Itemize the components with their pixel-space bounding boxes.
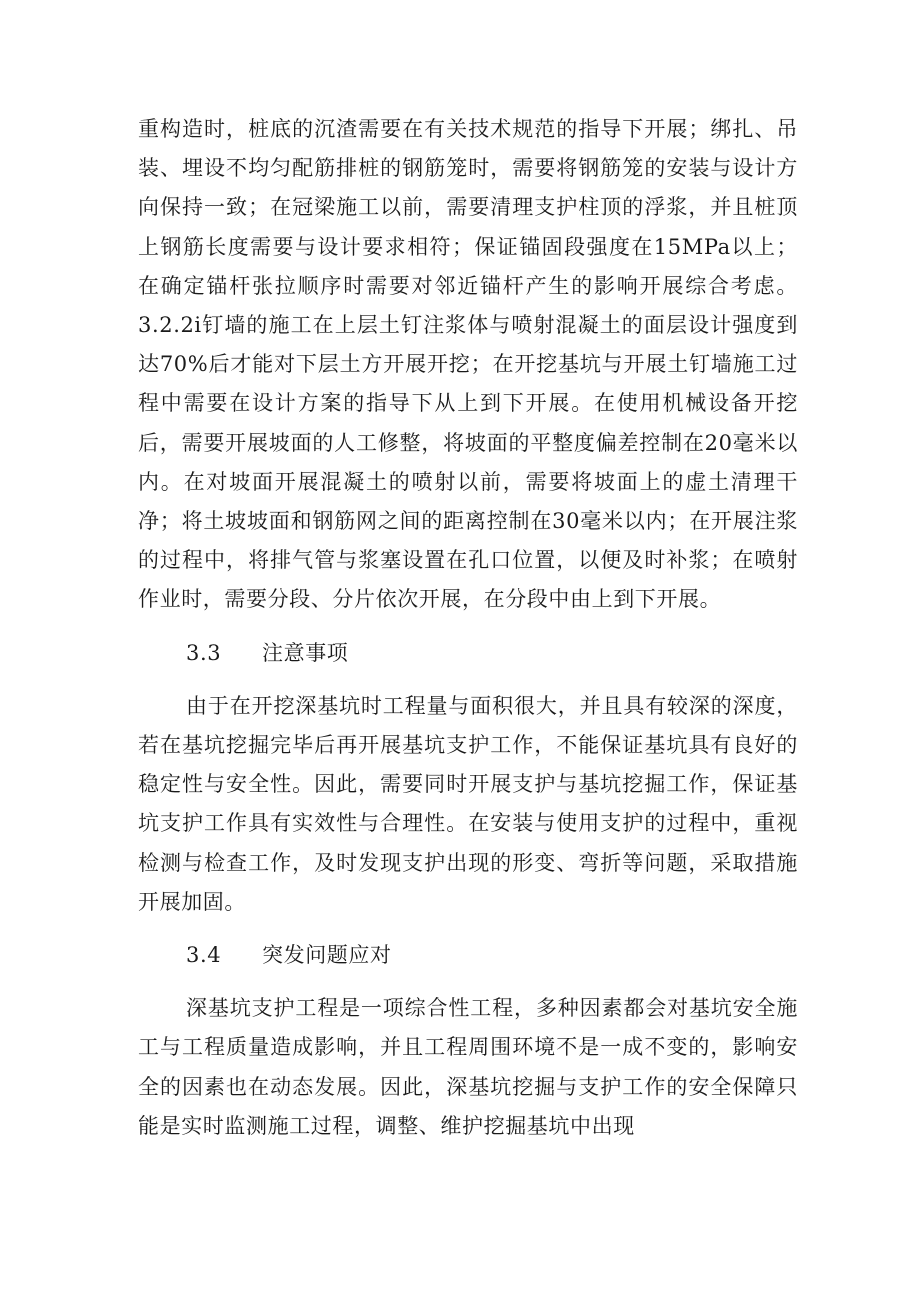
paragraph-continuation: 重构造时，桩底的沉渣需要在有关技术规范的指导下开展；绑扎、吊装、埋设不均匀配筋排桩的钢筋笼时，需要将钢筋笼的安装与设计方向保持一致；在冠梁施工以前，需要清理支护柱顶的浮浆，并且桩顶上钢筋长度需要与设计要求相符；保证锚固段强度在15MPa以上；在确定锚杆张拉顺序时需要对邻近锚杆产生的影响开展综合考虑。3.2.2i钉墙的施工在上层土钉注浆体与喷射混凝土的面层设计强度到达70%后才能对下层土方开展开挖；在开挖基坑与开展土钉墙施工过程中需要在设计方案的指导下从上到下开展。在使用机械设备开挖后，需要开展坡面的人工修整，将坡面的平整度偏差控制在20毫米以内。在对坡面开展混凝土的喷射以前，需要将坡面上的虚土清理干净；将土坡坡面和钢筋网之间的距离控制在30毫米以内；在开展注浆的过程中，将排气管与浆塞设置在孔口位置，以便及时补浆；在喷射作业时，需要分段、分片依次开展，在分段中由上到下开展。: [138, 117, 798, 612]
paragraph-emergency-response: 深基坑支护工程是一项综合性工程，多种因素都会对基坑安全施工与工程质量造成影响，并且工程周围环境不是一成不变的，影响安全的因素也在动态发展。因此，深基坑挖掘与支护工作的安全保障只能是实时监测施工过程，调整、维护挖掘基坑中出现: [138, 996, 798, 1138]
paragraph-precautions: 由于在开挖深基坑时工程量与面积很大，并且具有较深的深度，若在基坑挖掘完毕后再开展基坑支护工作，不能保证基坑具有良好的稳定性与安全性。因此，需要同时开展支护与基坑挖掘工作，保证基坑支护工作具有实效性与合理性。在安装与使用支护的过程中，重视检测与检查工作，及时发现支护出现的形变、弯折等问题，采取措施开展加固。: [138, 693, 798, 914]
section-number: 3.3: [186, 640, 222, 665]
section-heading-3-3: [138, 634, 798, 673]
section-number: 3.4: [186, 943, 222, 968]
section-heading-3-4: [138, 936, 798, 975]
section-title: 注意事项: [262, 640, 349, 665]
section-title: 突发问题应对: [262, 943, 392, 968]
document-body: [138, 110, 798, 1146]
